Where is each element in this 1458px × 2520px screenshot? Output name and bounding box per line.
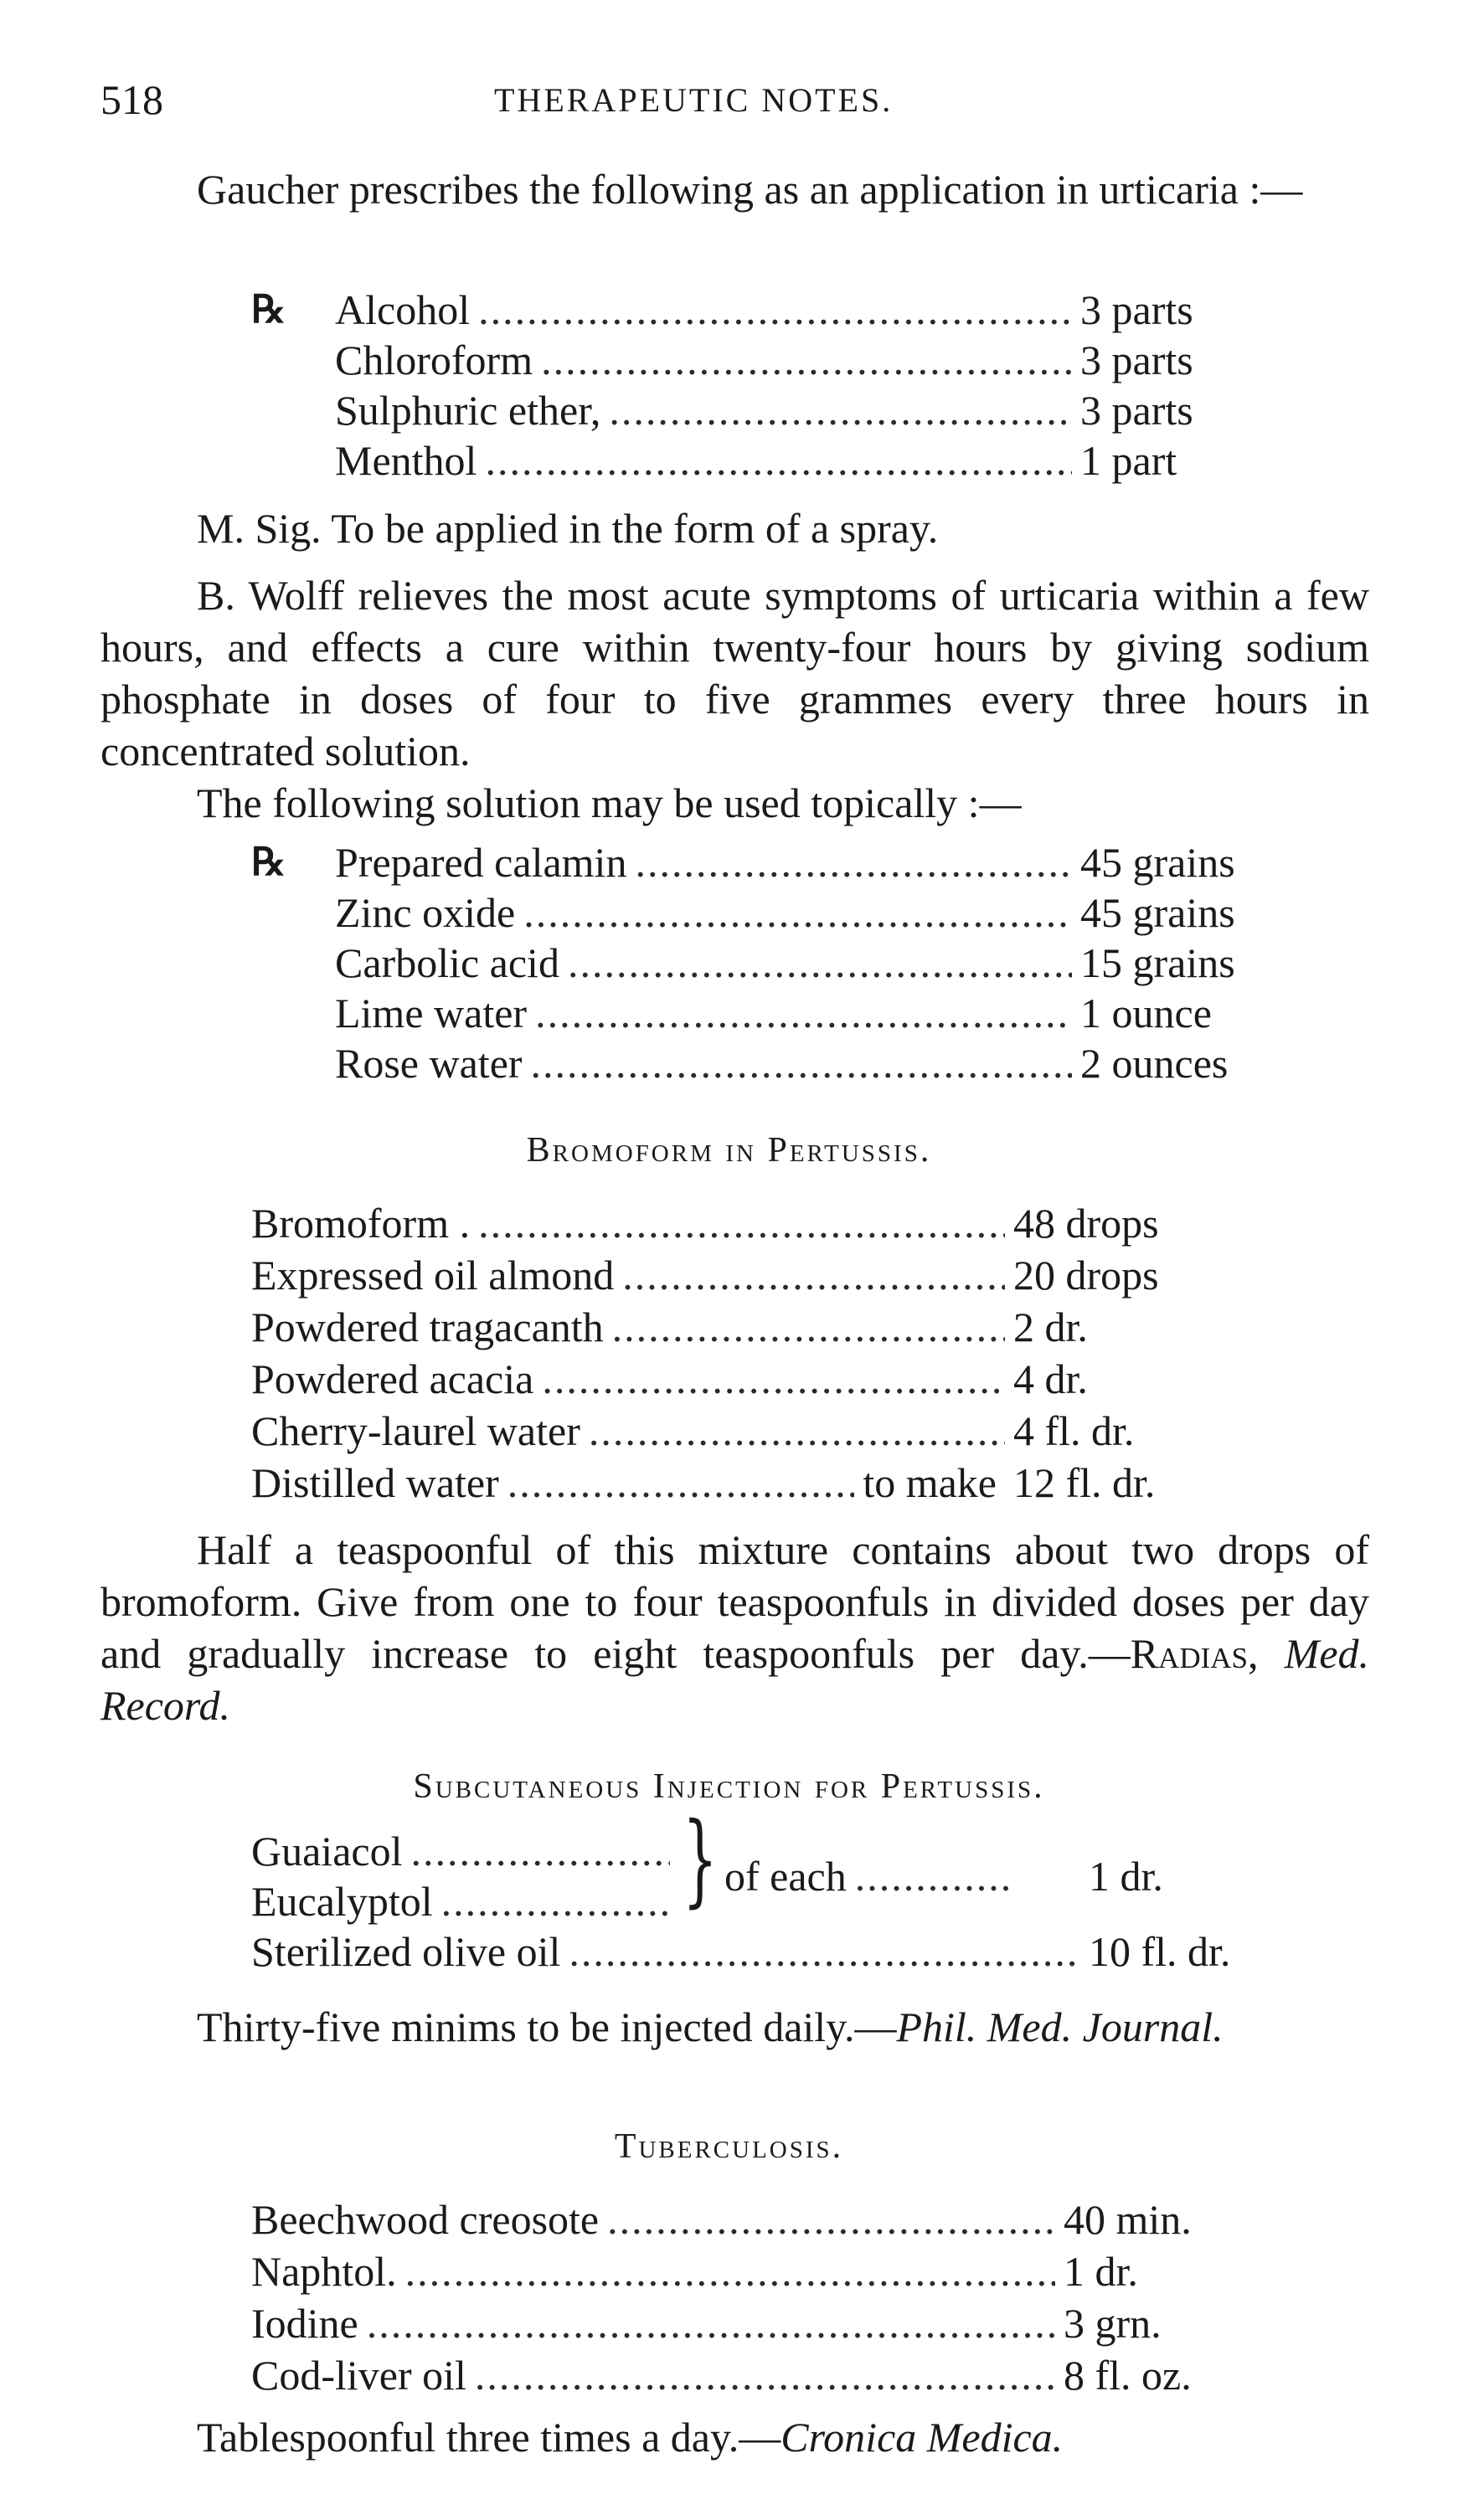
ingredient-row: Cod-liver oil ..... 8 fl. oz. xyxy=(251,2349,1265,2401)
ingredient-row: Distilled water ..... to make 12 fl. dr. xyxy=(251,1457,1231,1509)
running-title: THERAPEUTIC NOTES. xyxy=(494,81,894,119)
topical-lead: The following solution may be used topically :— xyxy=(197,779,1022,826)
rx1-signa: M. Sig. To be applied in the form of a spray. xyxy=(197,505,939,552)
ingredient-row: Beechwood creosote ..... 40 min. xyxy=(251,2193,1265,2245)
source-journal: Phil. Med. Journal. xyxy=(896,2003,1224,2050)
page-number: 518 xyxy=(100,76,163,123)
ingredient-row: Carbolic acid ..... 15 grains xyxy=(335,938,1281,988)
subcutaneous-heading: Subcutaneous Injection for Pertussis. xyxy=(413,1767,1045,1806)
ingredient-row: Powdered tragacanth ..... 2 dr. xyxy=(251,1301,1231,1353)
ingredient-row: Prepared calamin ..... 45 grains xyxy=(335,837,1281,887)
source-journal: Med. Record. xyxy=(100,1630,1370,1729)
source-journal: Cronica Medica. xyxy=(781,2414,1064,2461)
tuberculosis-note: Tablespoonful three times a day.—Cronica Medica. xyxy=(197,2414,1064,2461)
ingredient-row: Menthol ..... 1 part xyxy=(335,435,1231,486)
subcutaneous-table xyxy=(251,1802,1281,1977)
bromoform-heading: Bromoform in Pertussis. xyxy=(526,1131,932,1170)
ingredient-row: Zinc oxide ..... 45 grains xyxy=(335,887,1281,938)
prescription-1 xyxy=(251,285,1231,486)
ingredient-row: Guaiacol ..... xyxy=(251,1825,678,1875)
ingredient-row: Bromoform . ..... 48 drops xyxy=(251,1197,1231,1249)
page-header xyxy=(100,75,1374,126)
ingredient-row: Rose water ..... 2 ounces xyxy=(335,1038,1281,1088)
rx-symbol: ℞ xyxy=(251,841,286,883)
brace-group: Guaiacol ..... Eucalyptol ..... } of each ..... 1 dr. xyxy=(251,1825,1281,1926)
tuberculosis-heading: Tuberculosis. xyxy=(614,2127,844,2166)
subcutaneous-note: Thirty-five minims to be injected daily.—Phil. Med. Journal. xyxy=(197,2003,1224,2050)
ingredient-row: Sterilized olive oil ..... 10 fl. dr. xyxy=(251,1926,1281,1977)
wolff-paragraph: B. Wolff relieves the most acute symptoms of urticaria within a few hours, and effects a cure within twenty-four hours by giving sodium phosphate in doses of four to five grammes every three hours in concentrated solution. xyxy=(100,572,1369,774)
ingredient-row: Alcohol ..... 3 parts xyxy=(335,285,1231,335)
intro-paragraph: Gaucher prescribes the following as an application in urticaria :— xyxy=(197,166,1303,213)
ingredient-row: Cherry-laurel water ..... 4 fl. dr. xyxy=(251,1405,1231,1457)
ingredient-row: Expressed oil almond ..... 20 drops xyxy=(251,1249,1231,1301)
ingredient-row: Iodine ..... 3 grn. xyxy=(251,2297,1265,2349)
bromoform-note: Half a teaspoonful of this mixture contains about two drops of bromoform. Give from one to four teaspoonfuls in divided doses per day and gradually increase to eight teaspoonfuls per day.—Radias, Med. Record. xyxy=(100,1526,1370,1729)
brace-icon: } xyxy=(683,1802,718,1918)
ingredient-row: Naphtol. ..... 1 dr. xyxy=(251,2245,1265,2297)
bromoform-table xyxy=(251,1197,1231,1509)
ingredient-row: Lime water ..... 1 ounce xyxy=(335,988,1281,1038)
rx-symbol: ℞ xyxy=(251,288,286,331)
ingredient-row: Sulphuric ether, ..... 3 parts xyxy=(335,385,1231,435)
source-author: Radias, xyxy=(1130,1630,1259,1677)
tuberculosis-table xyxy=(251,2193,1265,2401)
ingredient-row: Chloroform ..... 3 parts xyxy=(335,335,1231,385)
ingredient-row: Powdered acacia ..... 4 dr. xyxy=(251,1353,1231,1405)
prescription-2 xyxy=(251,837,1281,1088)
ingredient-row: Eucalyptol ..... xyxy=(251,1875,678,1926)
